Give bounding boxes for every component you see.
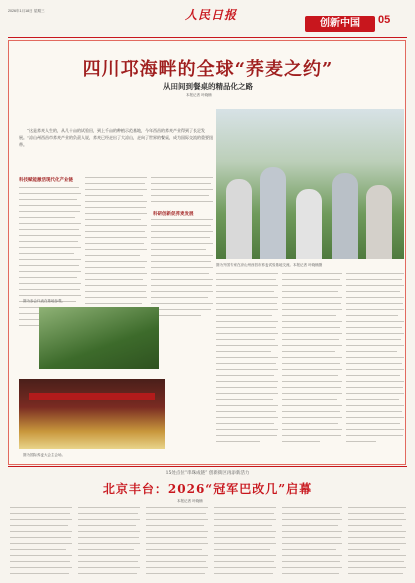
bottom-column-4 — [214, 507, 276, 579]
page-number: 05 — [378, 14, 391, 26]
main-article — [8, 40, 406, 465]
small-photo-caption: 图为参会代表在基地参观。 — [23, 299, 65, 303]
bottom-article-headline: 北京丰台：2026“冠军巴改几”启幕 — [102, 482, 313, 496]
bottom-article-kicker: 15处点位“串珠成链” 创新街区再添新活力 — [165, 471, 250, 476]
bottom-column-1 — [10, 507, 72, 579]
body-column-5 — [282, 273, 342, 458]
issue-date: 2026年1月18日 星期三 — [8, 9, 45, 13]
field-photo — [216, 109, 404, 259]
photo-figure — [296, 189, 322, 259]
field-photo-caption: 图为外国专家在凉山州西昌市荞麦试验基地交流。本报记者 叶晓楠摄 — [216, 263, 323, 267]
body-column-4 — [216, 273, 278, 458]
article-subhead: 从田间到餐桌的精品化之路 — [163, 82, 253, 91]
photo-figure — [332, 173, 358, 259]
photo-figure — [226, 179, 252, 259]
section-title-1: 科技赋能激活现代化产业链 — [19, 178, 73, 183]
body-column-3 — [151, 177, 213, 337]
bottom-column-6 — [348, 507, 406, 579]
photo-figure — [366, 185, 392, 259]
photo-figure — [260, 167, 286, 259]
conference-hall-photo — [19, 379, 165, 449]
bottom-article-byline: 本报记者 叶晓楠 — [177, 499, 203, 503]
newspaper-logo: 人民日报 — [185, 8, 238, 22]
hall-photo-caption: 图为国际荞麦大会主会场。 — [23, 453, 65, 457]
conference-banner — [29, 393, 155, 400]
article-headline: 四川邛海畔的全球“荞麦之约” — [82, 59, 334, 80]
section-badge: 创新中国 — [305, 16, 375, 32]
bottom-column-2 — [78, 507, 140, 579]
bottom-divider — [8, 466, 407, 467]
article-byline: 本报记者 叶晓楠 — [186, 93, 212, 97]
body-column-6 — [346, 273, 404, 458]
masthead — [0, 0, 415, 40]
bottom-column-5 — [282, 507, 342, 579]
seedling-photo — [39, 307, 159, 369]
masthead-divider — [8, 37, 407, 38]
bottom-column-3 — [146, 507, 208, 579]
article-lede: “这是荞麦人生的，从几十亩的试验田，到上千亩的种植示范基地，今年西昌的荞麦产业得到了长足发展。”凉山州西昌市荞麦产业的负责人说，荞麦已经走出了大凉山，走向了世界的餐桌，成为国际交流的重要纽带。 — [19, 128, 214, 147]
section-title-2: 科研创新促荞麦发展 — [153, 212, 194, 217]
